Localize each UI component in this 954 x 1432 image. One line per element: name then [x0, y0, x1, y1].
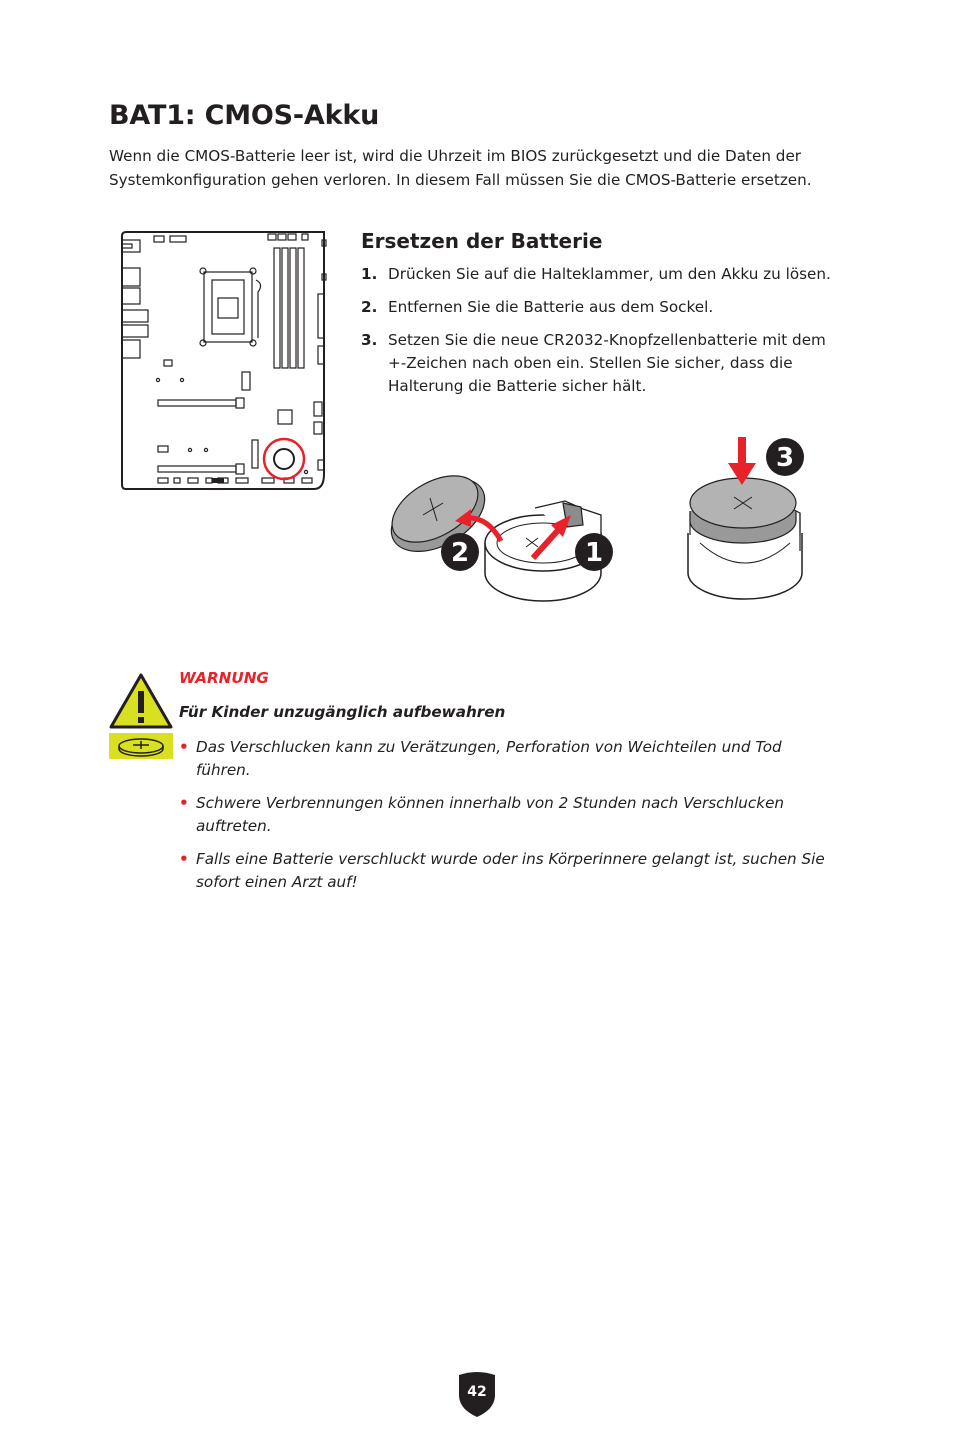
- step-1-text: Drücken Sie auf die Halteklammer, um den Akku zu lösen.: [388, 265, 831, 283]
- motherboard-diagram: [118, 228, 330, 492]
- step-2: [361, 296, 841, 319]
- warning-item-2: [179, 792, 839, 838]
- warning-heading: WARNUNG: [179, 669, 269, 687]
- warning-triangle-icon: [109, 673, 173, 729]
- callout-2: 2: [450, 538, 470, 568]
- step-2-number: 2.: [361, 298, 378, 316]
- step-3: [361, 329, 841, 398]
- bullet-2: •: [179, 794, 189, 812]
- bullet-3: •: [179, 850, 189, 868]
- warning-item-3-text: Falls eine Batterie verschluckt wurde oder ins Körperinnere gelangt ist, suchen Sie sofort einen Arzt auf!: [196, 850, 825, 891]
- step-1: [361, 263, 841, 286]
- callout-1: 1: [584, 538, 604, 568]
- page-number: 42: [467, 1384, 487, 1400]
- bullet-1: •: [179, 738, 189, 756]
- replace-heading: Ersetzen der Batterie: [361, 229, 603, 253]
- battery-removal-illustration: [385, 463, 625, 608]
- callout-3: 3: [775, 443, 795, 473]
- step-1-number: 1.: [361, 265, 378, 283]
- warning-list: [179, 736, 839, 904]
- coin-cell-battery-icon: [109, 733, 173, 759]
- warning-item-1: [179, 736, 839, 782]
- page-title: BAT1: CMOS-Akku: [109, 100, 380, 131]
- battery-insertion-illustration: [680, 433, 810, 603]
- warning-item-2-text: Schwere Verbrennungen können innerhalb von 2 Stunden nach Verschlucken auftreten.: [196, 794, 785, 835]
- step-3-text: Setzen Sie die neue CR2032-Knopfzellenbatterie mit dem +-Zeichen nach oben ein. Stellen Sie sicher, dass die Halterung die Batterie sicher hält.: [388, 331, 826, 395]
- replace-steps: [361, 263, 841, 408]
- warning-item-3: [179, 848, 839, 894]
- step-2-text: Entfernen Sie die Batterie aus dem Sockel.: [388, 298, 714, 316]
- warning-subheading: Für Kinder unzugänglich aufbewahren: [179, 703, 506, 721]
- step-3-number: 3.: [361, 331, 378, 349]
- intro-paragraph: Wenn die CMOS-Batterie leer ist, wird die Uhrzeit im BIOS zurückgesetzt und die Daten der Systemkonfiguration gehen verloren. In diesem Fall müssen Sie die CMOS-Batterie ersetzen.: [109, 147, 812, 189]
- warning-item-1-text: Das Verschlucken kann zu Verätzungen, Perforation von Weichteilen und Tod führen.: [196, 738, 782, 779]
